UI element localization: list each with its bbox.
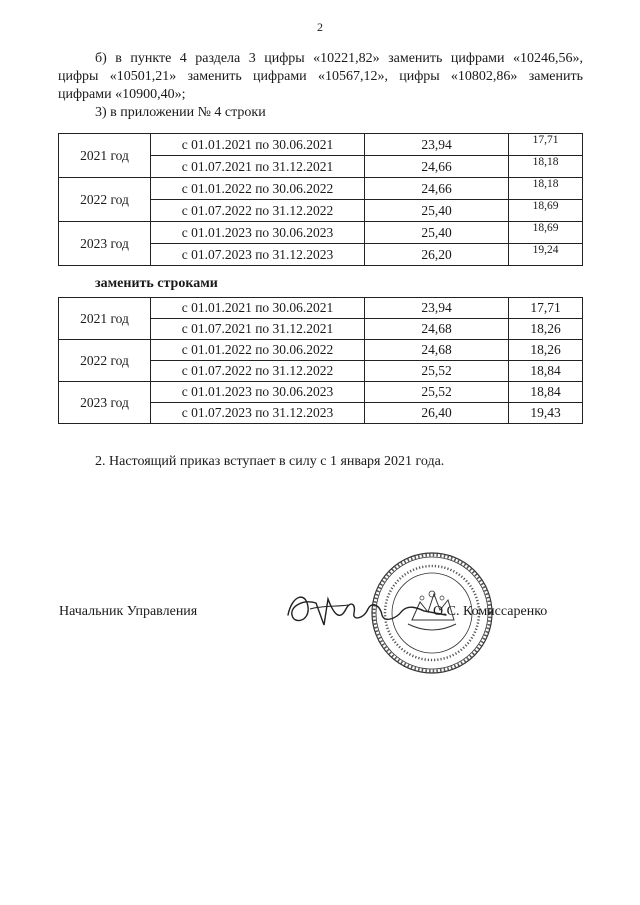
handwritten-signature — [284, 585, 449, 635]
rate-1-cell: 25,52 — [365, 382, 509, 403]
old-rates-table — [58, 133, 583, 266]
rate-2-cell: 18,26 — [509, 319, 583, 340]
rate-2-cell: 18,69 — [509, 222, 583, 244]
replace-label: заменить строками — [95, 276, 218, 291]
rate-1-cell: 26,40 — [365, 403, 509, 424]
rate-1-cell: 24,68 — [365, 340, 509, 361]
rate-2-cell: 18,18 — [509, 156, 583, 178]
period-cell: с 01.01.2023 по 30.06.2023 — [151, 382, 365, 403]
year-cell: 2021 год — [59, 298, 151, 340]
rate-2-cell: 18,69 — [509, 200, 583, 222]
rate-2-cell: 19,24 — [509, 244, 583, 266]
paragraph-b-line3: цифрами «10900,40»; — [58, 87, 186, 102]
table-row — [59, 178, 583, 200]
rate-2-cell: 18,84 — [509, 361, 583, 382]
rate-2-cell: 18,26 — [509, 340, 583, 361]
rate-1-cell: 25,52 — [365, 361, 509, 382]
year-cell: 2021 год — [59, 134, 151, 178]
rate-1-cell: 25,40 — [365, 222, 509, 244]
rate-2-cell: 18,18 — [509, 178, 583, 200]
rate-1-cell: 24,68 — [365, 319, 509, 340]
rate-2-cell: 17,71 — [509, 134, 583, 156]
year-cell: 2022 год — [59, 340, 151, 382]
paragraph-b-line1: б) в пункте 4 раздела 3 цифры «10221,82» заменить цифрами «10246,56», — [95, 51, 583, 66]
year-cell: 2023 год — [59, 382, 151, 424]
period-cell: с 01.01.2022 по 30.06.2022 — [151, 178, 365, 200]
period-cell: с 01.07.2021 по 31.12.2021 — [151, 319, 365, 340]
period-cell: с 01.01.2021 по 30.06.2021 — [151, 298, 365, 319]
item-2-text: 2. Настоящий приказ вступает в силу с 1 января 2021 года. — [95, 454, 445, 469]
table-row — [59, 298, 583, 319]
table-row — [59, 222, 583, 244]
period-cell: с 01.01.2021 по 30.06.2021 — [151, 134, 365, 156]
period-cell: с 01.07.2023 по 31.12.2023 — [151, 244, 365, 266]
rate-1-cell: 24,66 — [365, 178, 509, 200]
rate-1-cell: 23,94 — [365, 134, 509, 156]
rate-2-cell: 19,43 — [509, 403, 583, 424]
period-cell: с 01.07.2022 по 31.12.2022 — [151, 200, 365, 222]
period-cell: с 01.01.2022 по 30.06.2022 — [151, 340, 365, 361]
signature-title: Начальник Управления — [59, 604, 198, 619]
period-cell: с 01.07.2021 по 31.12.2021 — [151, 156, 365, 178]
rate-1-cell: 25,40 — [365, 200, 509, 222]
period-cell: с 01.07.2022 по 31.12.2022 — [151, 361, 365, 382]
new-rates-table — [58, 297, 583, 424]
year-cell: 2023 год — [59, 222, 151, 266]
paragraph-b-line2: цифры «10501,21» заменить цифрами «10567,12», цифры «10802,86» заменить — [58, 69, 583, 84]
year-cell: 2022 год — [59, 178, 151, 222]
table-row — [59, 340, 583, 361]
signature-name: О.С. Комиссаренко — [433, 604, 548, 619]
rate-1-cell: 23,94 — [365, 298, 509, 319]
rate-2-cell: 18,84 — [509, 382, 583, 403]
item-3-text: 3) в приложении № 4 строки — [95, 105, 266, 120]
rate-2-cell: 17,71 — [509, 298, 583, 319]
page-number: 2 — [317, 20, 323, 34]
period-cell: с 01.01.2023 по 30.06.2023 — [151, 222, 365, 244]
rate-1-cell: 26,20 — [365, 244, 509, 266]
table-row — [59, 134, 583, 156]
table-row — [59, 382, 583, 403]
rate-1-cell: 24,66 — [365, 156, 509, 178]
period-cell: с 01.07.2023 по 31.12.2023 — [151, 403, 365, 424]
